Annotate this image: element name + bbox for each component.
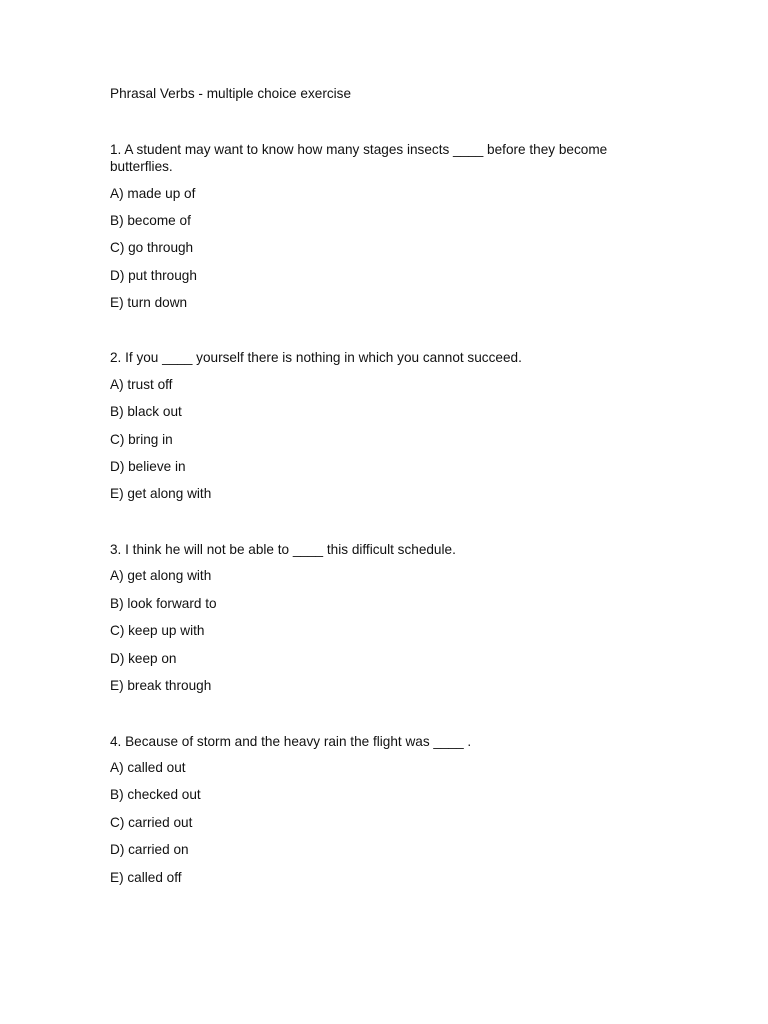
question-text: 4. Because of storm and the heavy rain the flight was ____ . <box>110 734 472 749</box>
answer-option: D) keep on <box>110 651 177 666</box>
question-3 <box>110 541 650 693</box>
question-text: 2. If you ____ yourself there is nothing in which you cannot succeed. <box>110 350 522 365</box>
answer-option: B) look forward to <box>110 596 217 611</box>
answer-option: D) believe in <box>110 459 186 474</box>
document-title: Phrasal Verbs - multiple choice exercise <box>110 86 352 101</box>
answer-option: B) black out <box>110 404 182 419</box>
answer-option: E) get along with <box>110 486 212 501</box>
answer-option: B) become of <box>110 213 191 228</box>
answer-option: D) carried on <box>110 842 189 857</box>
answer-option: E) turn down <box>110 295 188 310</box>
question-2 <box>110 349 650 501</box>
answer-option: D) put through <box>110 268 197 283</box>
answer-option: E) called off <box>110 870 182 885</box>
answer-option: C) carried out <box>110 815 193 830</box>
question-text: 3. I think he will not be able to ____ this difficult schedule. <box>110 542 456 557</box>
answer-option: A) made up of <box>110 186 196 201</box>
answer-option: A) trust off <box>110 377 173 392</box>
question-4 <box>110 733 650 885</box>
answer-option: C) keep up with <box>110 623 205 638</box>
answer-option: B) checked out <box>110 787 201 802</box>
answer-option: C) go through <box>110 240 194 255</box>
answer-option: A) called out <box>110 760 186 775</box>
question-1 <box>110 141 650 310</box>
answer-option: A) get along with <box>110 568 212 583</box>
answer-option: E) break through <box>110 678 212 693</box>
answer-option: C) bring in <box>110 432 173 447</box>
question-text: 1. A student may want to know how many stages insects ____ before they become butterflies. <box>110 142 608 174</box>
